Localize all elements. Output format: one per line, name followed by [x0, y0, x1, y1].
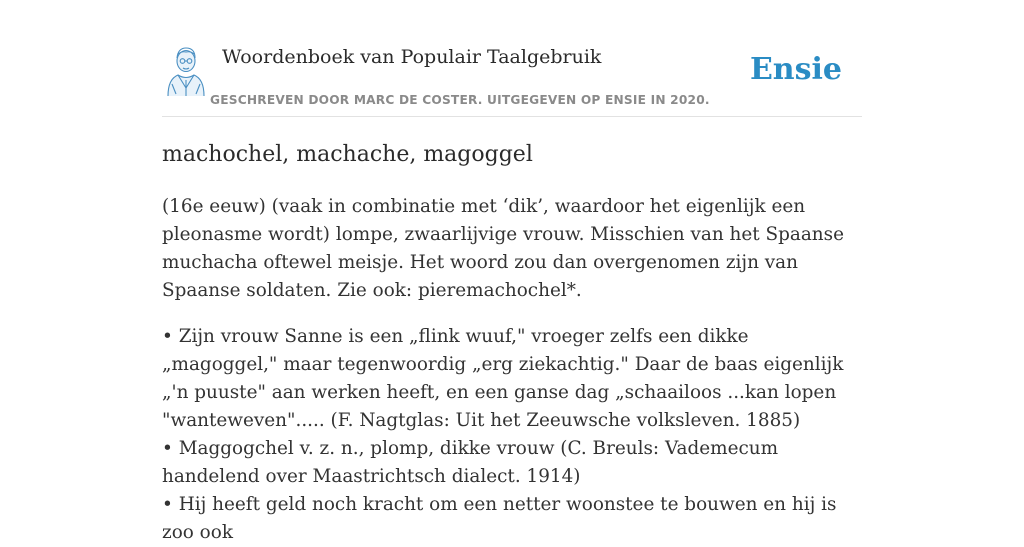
quote-item: • Maggogchel v. z. n., plomp, dikke vrouw (C. Breuls: Vademecum handelend over Maastrichtsch dialect. 1914)	[162, 438, 779, 487]
ensie-logo[interactable]: Ensie	[749, 52, 842, 87]
book-title[interactable]: Woordenboek van Populair Taalgebruik	[222, 46, 602, 68]
entry-title: machochel, machache, magoggel	[162, 142, 533, 167]
header	[162, 0, 862, 117]
author-portrait-icon[interactable]	[164, 46, 208, 96]
entry-definition: (16e eeuw) (vaak in combinatie met ‘dik’, waardoor het eigenlijk een pleonasme wordt) lompe, zwaarlijvige vrouw. Misschien van het Spaanse muchacha oftewel meisje. Het woord zou dan overgenomen zijn van Spaanse soldaten. Zie ook: pieremachochel*.	[162, 196, 844, 301]
author-byline: GESCHREVEN DOOR MARC DE COSTER. UITGEGEVEN OP ENSIE IN 2020.	[210, 93, 710, 107]
quote-item: • Hij heeft geld noch kracht om een netter woonstee te bouwen en hij is zoo ook	[162, 494, 837, 543]
quote-list	[162, 323, 862, 547]
quote-item: • Zijn vrouw Sanne is een „flink wuuf," vroeger zelfs een dikke „magoggel," maar tegenwoordig „erg ziekachtig." Daar de baas eigenlijk „'n puuste" aan werken heeft, en een ganse dag „schaailoos ...kan lopen "wanteweven"..... (F. Nagtglas: Uit het Zeeuwsche volksleven. 1885)	[162, 326, 844, 431]
page	[162, 0, 862, 543]
